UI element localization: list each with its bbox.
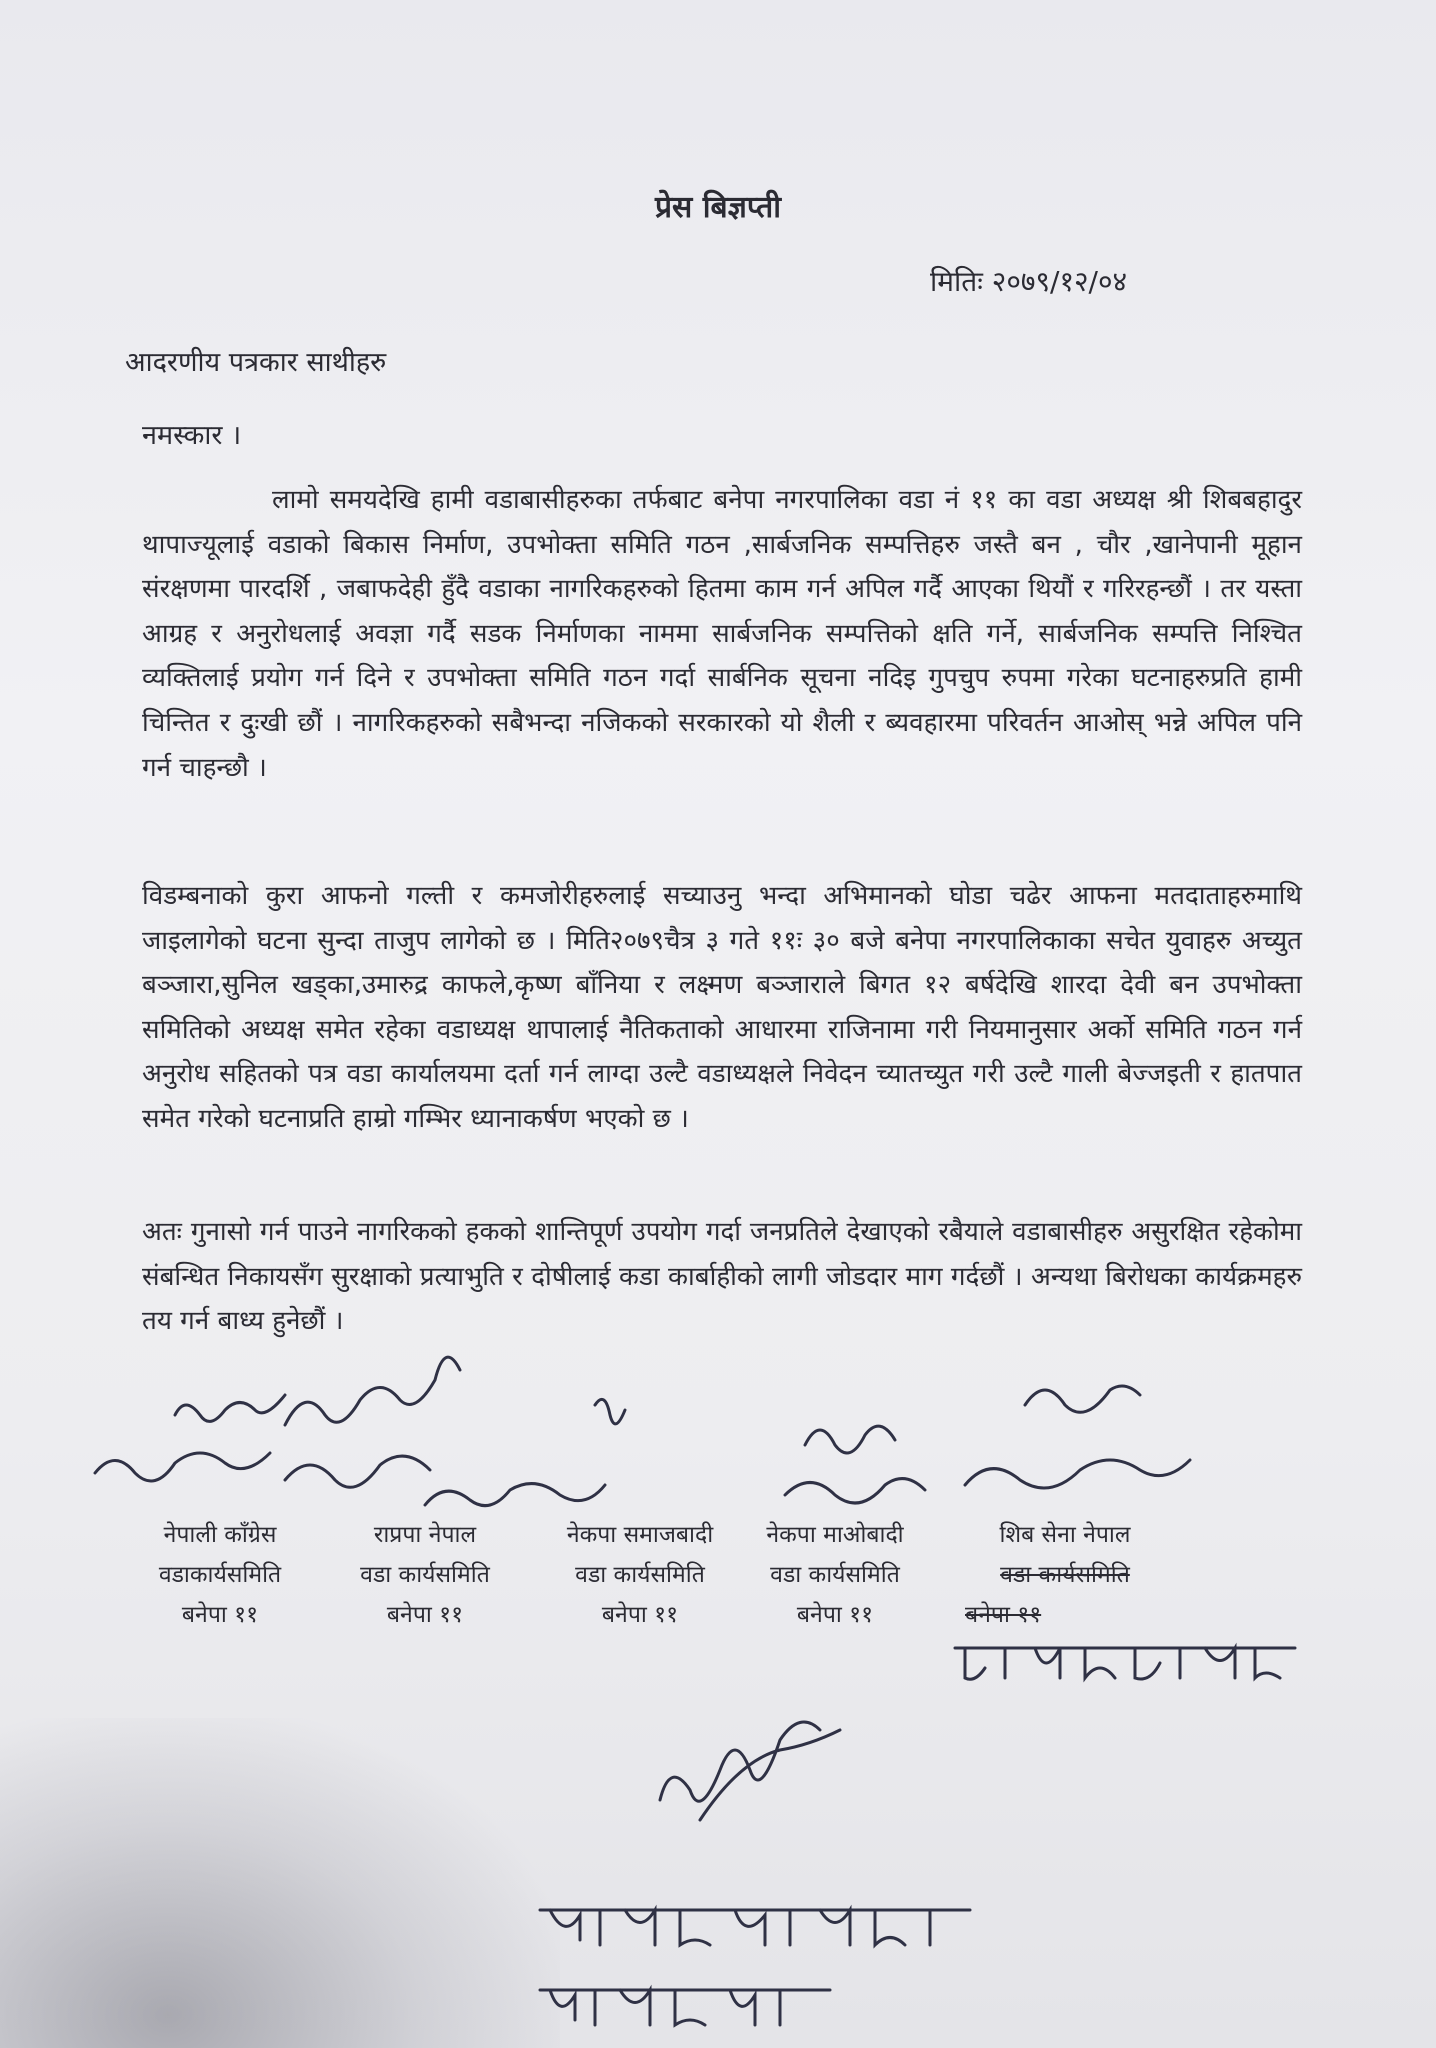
org-name: नेपाली काँग्रेस (163, 1522, 277, 1548)
salutation: आदरणीय पत्रकार साथीहरु (125, 347, 387, 378)
paragraph-2: विडम्बनाको कुरा आफनो गल्ती र कमजोरीहरुलाई सच्याउनु भन्दा अभिमानको घोडा चढेर आफना मतदाताहरुमाथि जाइलागेको घटना सुन्दा ताजुप लागेको छ । मिति२०७९चैत्र ३ गते ११ः ३० बजे बनेपा नगरपालिकाका सचेत युवाहरु अच्युत बञ्जारा,सुनिल खड्का,उमारुद्र काफले,कृष्ण बाँनिया र लक्ष्मण बञ्जाराले बिगत १२ बर्षदेखि शारदा देवी बन उपभोक्ता समितिको अध्यक्ष समेत रहेका वडाध्यक्ष थापालाई नैतिकताको आधारमा राजिनामा गरी नियमानुसार अर्को समिति गठन गर्न अनुरोध सहितको पत्र वडा कार्यालयमा दर्ता गर्न लाग्दा उल्टै वडाध्यक्षले निवेदन च्यातच्युत गरी उल्टै गाली बेज्जइती र हातपात समेत गरेको घटनाप्रति हाम्रो गम्भिर ध्यानाकर्षण भएको छ । (142, 881, 1302, 1134)
org-place: बनेपा ११ (965, 1602, 1042, 1628)
paragraph-1: लामो समयदेखि हामी वडाबासीहरुका तर्फबाट बनेपा नगरपालिका वडा नं ११ का वडा अध्यक्ष श्री शिबबहादुर थापाज्यूलाई वडाको बिकास निर्माण, उपभोक्ता समिति गठन ,सार्बजनिक सम्पत्तिहरु जस्तै बन , चौर ,खानेपानी मूहान संरक्षणमा पारदर्शि , जबाफदेही हुँदै वडाका नागरिकहरुको हितमा काम गर्न अपिल गर्दै आएका थियौं र गरिरहन्छौं । तर यस्ता आग्रह र अनुरोधलाई अवज्ञा गर्दै सडक निर्माणका नाममा सार्बजनिक सम्पत्तिको क्षति गर्ने, सार्बजनिक सम्पत्ति निश्चित व्यक्तिलाई प्रयोग गर्न दिने र उपभोक्ता समिति गठन गर्दा सार्बनिक सूचना नदिइ गुपचुप रुपमा गरेका घटनाहरुप्रति हामी चिन्तित र दुःखी छौं । नागरिकहरुको सबैभन्दा नजिकको सरकारको यो शैली र ब्यवहारमा परिवर्तन आओस् भन्ने अपिल पनि गर्न चाहन्छौ । (142, 485, 1302, 783)
org-nepali-congress (105, 1515, 335, 1635)
org-rpp-nepal (310, 1515, 540, 1635)
org-committee: वडाकार्यसमिति (158, 1562, 282, 1588)
org-committee: वडा कार्यसमिति (575, 1562, 705, 1588)
org-name: नेकपा समाजबादी (566, 1522, 714, 1548)
bottom-signature (640, 1720, 860, 1840)
org-name: शिब सेना नेपाल (999, 1522, 1131, 1548)
org-committee: वडा कार्यसमिति (360, 1562, 490, 1588)
greeting: नमस्कार । (142, 420, 242, 451)
signature-4 (785, 1426, 925, 1503)
org-ncp-maoist (715, 1515, 955, 1635)
org-place: बनेपा ११ (796, 1602, 874, 1628)
org-committee: वडा कार्यसमिति (770, 1562, 900, 1588)
document-title: प्रेस बिज्ञप्ती (654, 190, 782, 225)
youth-org-handwriting (530, 1880, 990, 2040)
document-date: मितिः २०७९/१२/०४ (930, 265, 1128, 298)
org-place: बनेपा ११ (181, 1602, 259, 1628)
org-shiv-sena-nepal (945, 1515, 1185, 1635)
paragraph-3: अतः गुनासो गर्न पाउने नागरिकको हकको शान्तिपूर्ण उपयोग गर्दा जनप्रतिले देखाएको रबैयाले वडाबासीहरु असुरक्षित रहेकोमा संबन्धित निकायसँग सुरक्षाको प्रत्याभुति र दोषीलाई कडा कार्बाहीको लागी जोडदार माग गर्दछौं । अन्यथा बिरोधका कार्यक्रमहरु तय गर्न बाध्य हुनेछौं । (142, 1217, 1302, 1337)
signature-2 (285, 1357, 460, 1487)
org-name: राप्रपा नेपाल (373, 1522, 477, 1548)
org-place: बनेपा ११ (601, 1602, 679, 1628)
signature-5 (965, 1386, 1190, 1488)
org-committee: वडा कार्यसमिति (1000, 1562, 1130, 1588)
org-place: बनेपा ११ (386, 1602, 464, 1628)
signature-1 (95, 1395, 285, 1481)
district-committee-handwriting (945, 1628, 1305, 1688)
signature-3 (425, 1399, 625, 1505)
photo-shadow (0, 1718, 560, 2048)
org-name: नेकपा माओबादी (766, 1522, 904, 1548)
signatures-row (85, 1355, 1325, 1525)
